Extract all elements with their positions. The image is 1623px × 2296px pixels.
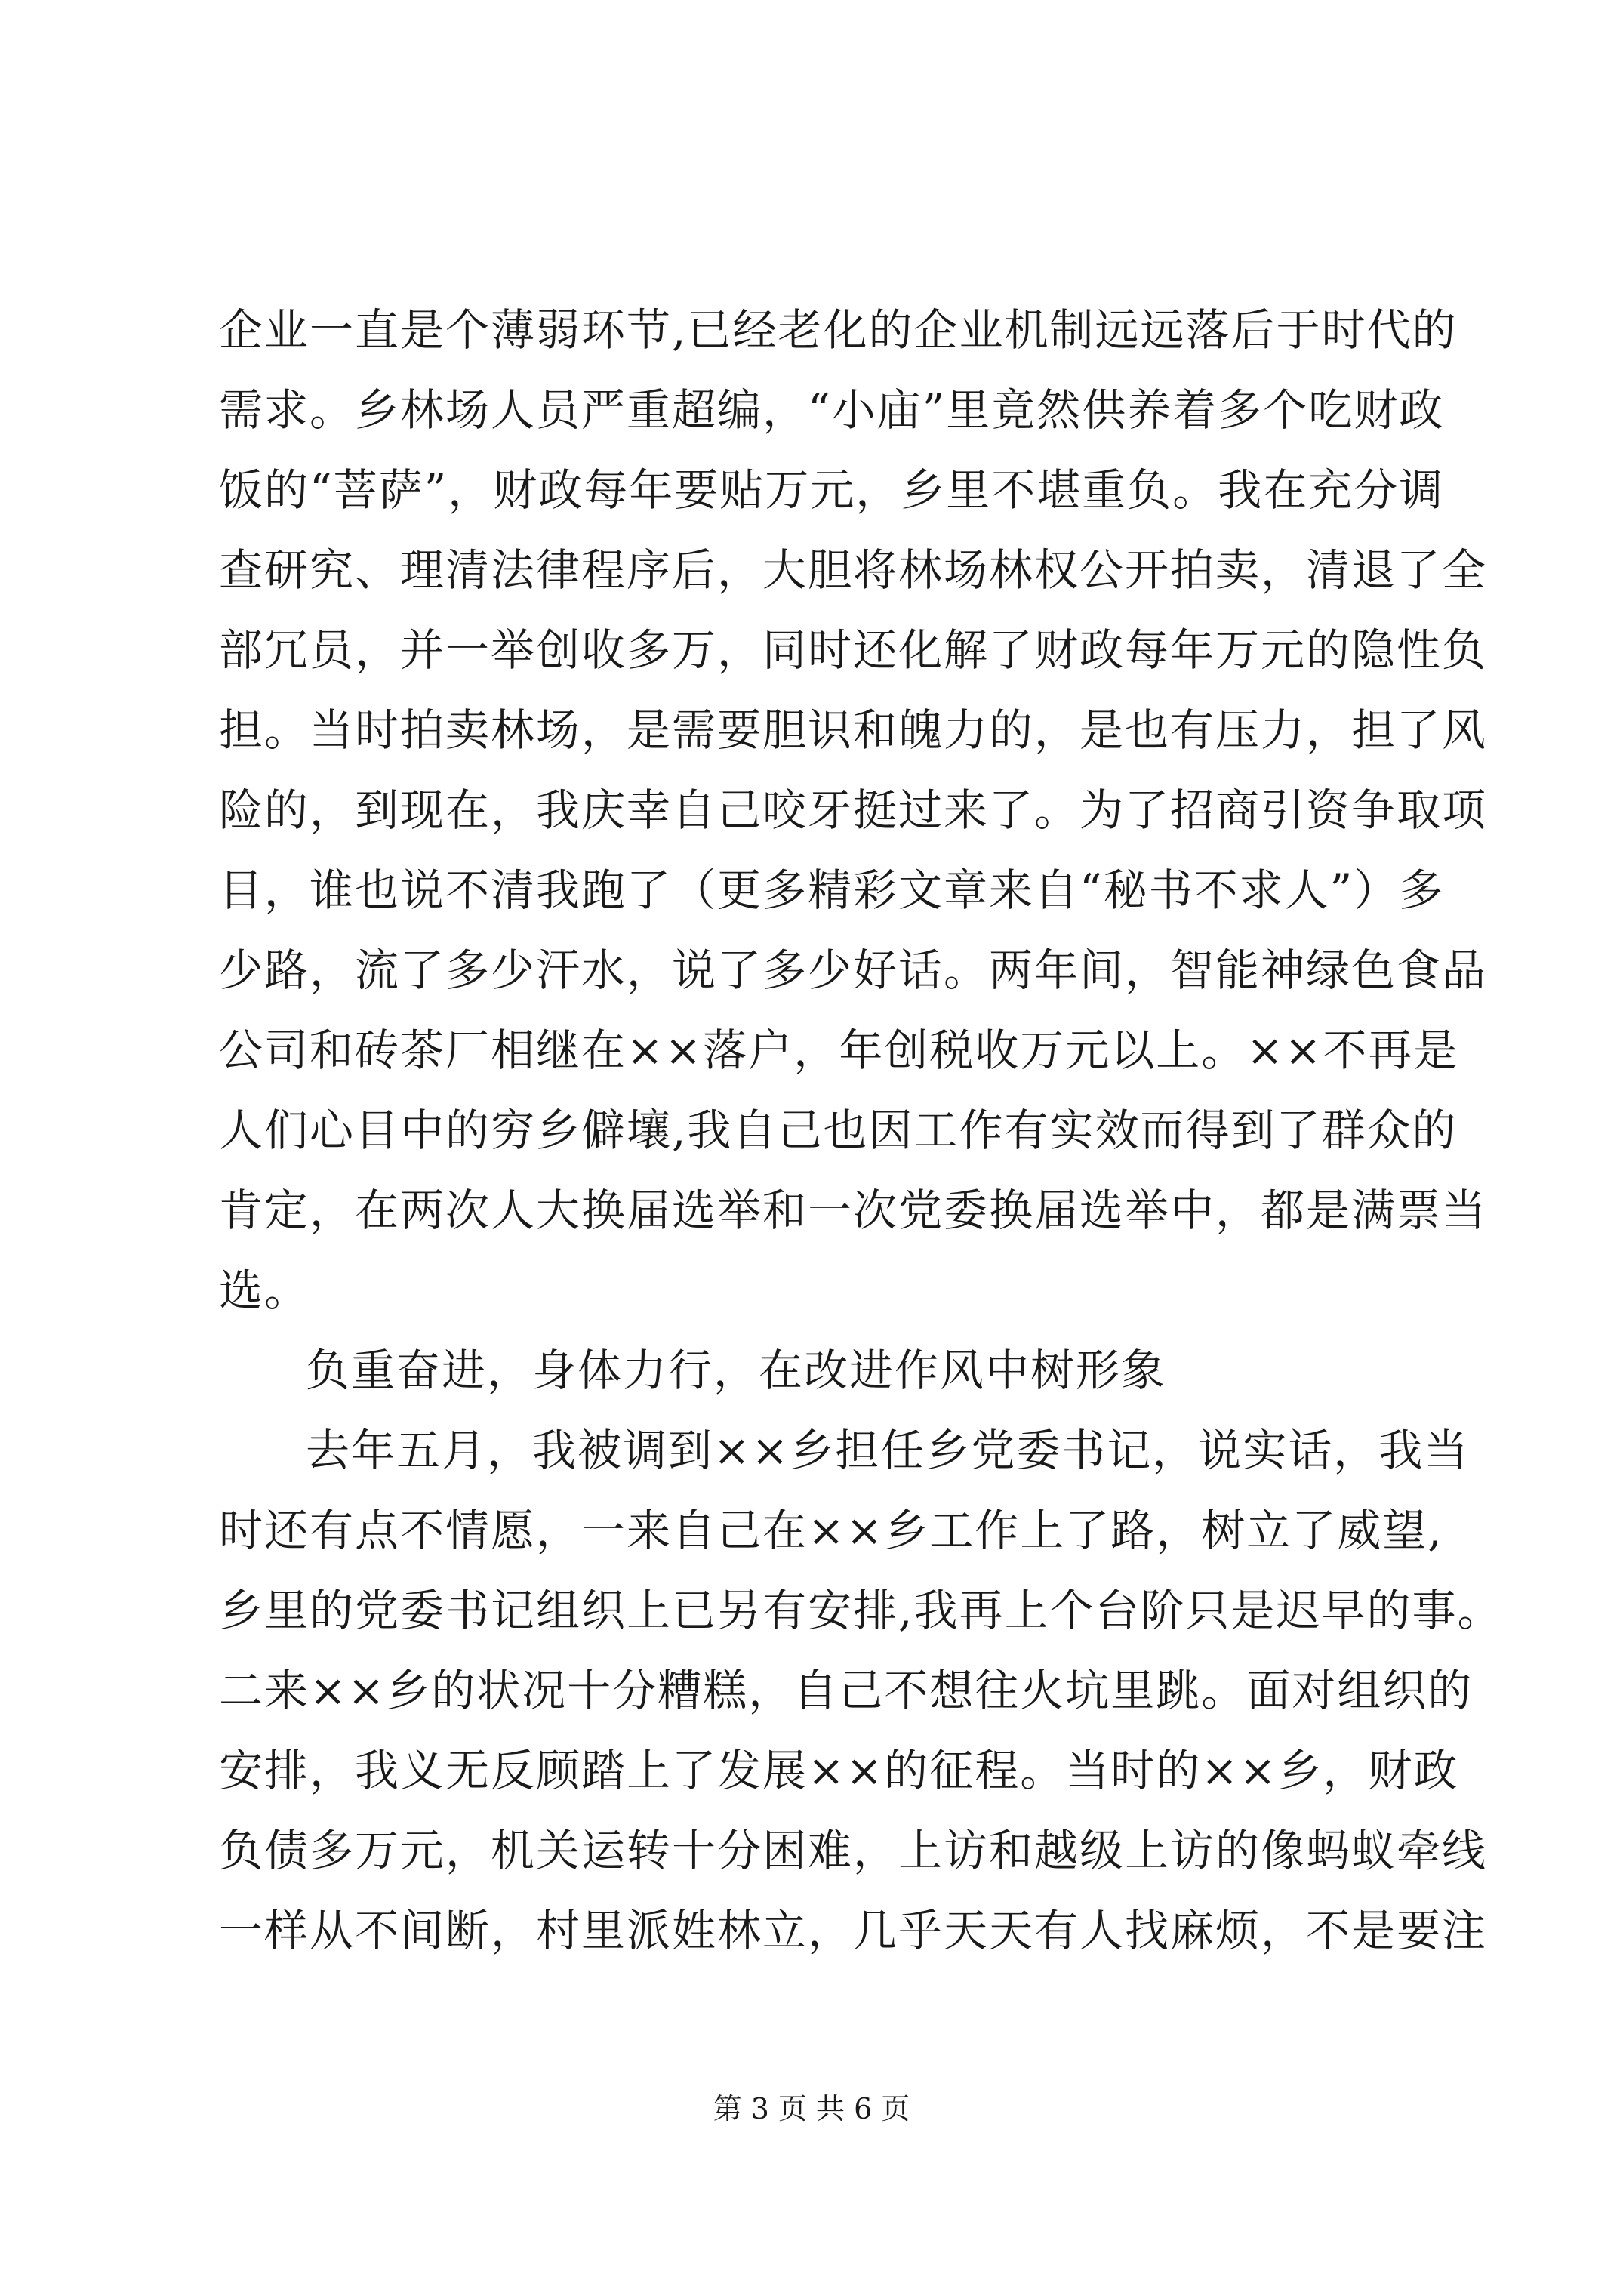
paragraph-line: 企业一直是个薄弱环节,已经老化的企业机制远远落后于时代的 <box>219 304 1458 356</box>
paragraph-line: 少路，流了多少汗水，说了多少好话。两年间，智能神绿色食品 <box>219 945 1488 996</box>
paragraph-line: 二来××乡的状况十分糟糕，自己不想往火坑里跳。面对组织的 <box>219 1665 1474 1716</box>
paragraph-line: 去年五月，我被调到××乡担任乡党委书记，说实话，我当 <box>306 1425 1470 1476</box>
paragraph-line: 安排，我义无反顾踏上了发展××的征程。当时的××乡，财政 <box>219 1745 1459 1796</box>
paragraph-line: 一样从不间断，村里派姓林立，几乎天天有人找麻烦，不是要注 <box>219 1905 1488 1956</box>
paragraph-line: 查研究、理清法律程序后，大胆将林场林权公开拍卖，清退了全 <box>219 544 1488 596</box>
paragraph-line: 担。当时拍卖林场，是需要胆识和魄力的，是也有压力，担了风 <box>219 704 1488 756</box>
paragraph-line: 目，谁也说不清我跑了（更多精彩文章来自“秘书不求人”）多 <box>219 864 1445 916</box>
paragraph-line: 乡里的党委书记组织上已另有安排,我再上个台阶只是迟早的事。 <box>219 1585 1503 1636</box>
paragraph-line: 时还有点不情愿，一来自己在××乡工作上了路，树立了威望, <box>219 1505 1443 1556</box>
paragraph-line: 选。 <box>219 1265 310 1316</box>
paragraph-line: 险的，到现在，我庆幸自己咬牙挺过来了。为了招商引资争取项 <box>219 784 1488 836</box>
paragraph-line: 饭的“菩萨”，财政每年要贴万元，乡里不堪重负。我在充分调 <box>219 464 1445 516</box>
page-footer: 第 3 页 共 6 页 <box>713 2092 910 2125</box>
paragraph-line: 部冗员，并一举创收多万，同时还化解了财政每年万元的隐性负 <box>219 624 1488 676</box>
paragraph-line: 人们心目中的穷乡僻壤,我自己也因工作有实效而得到了群众的 <box>219 1105 1458 1156</box>
section-heading: 负重奋进，身体力行，在改进作风中树形象 <box>306 1345 1167 1396</box>
paragraph-line: 肯定，在两次人大换届选举和一次党委换届选举中，都是满票当 <box>219 1185 1488 1236</box>
paragraph-line: 需求。乡林场人员严重超编，“小庙”里竟然供养着多个吃财政 <box>219 384 1445 436</box>
paragraph-line: 公司和砖茶厂相继在××落户，年创税收万元以上。××不再是 <box>219 1025 1459 1076</box>
paragraph-line: 负债多万元，机关运转十分困难，上访和越级上访的像蚂蚁牵线 <box>219 1825 1488 1876</box>
